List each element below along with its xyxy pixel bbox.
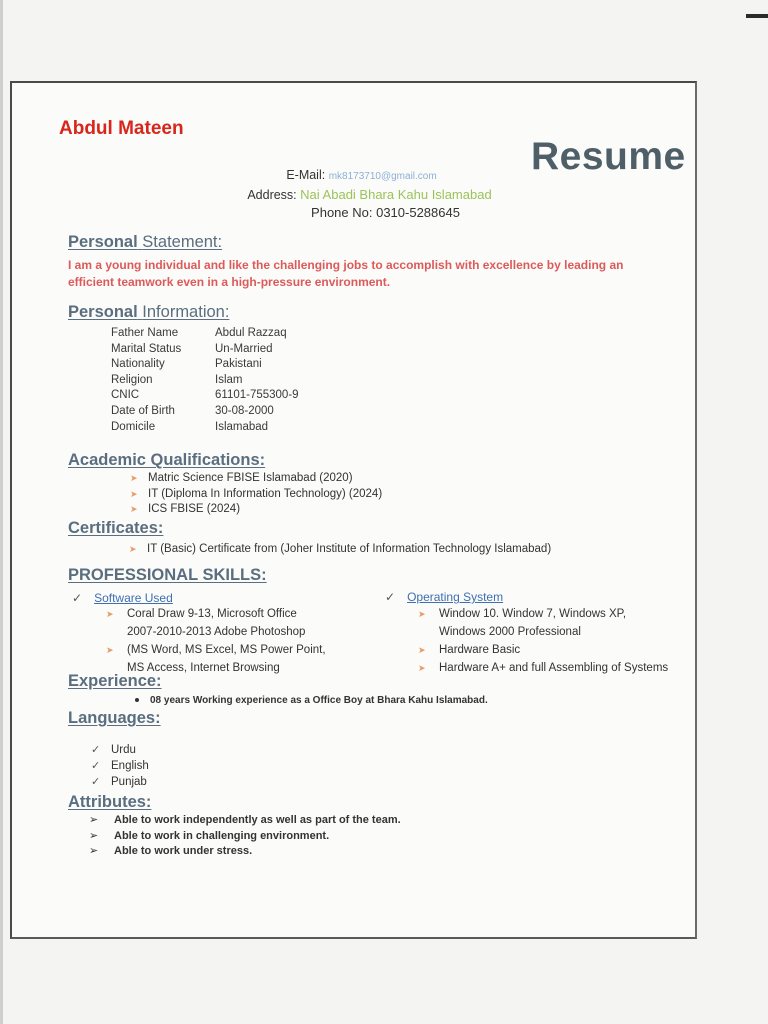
personal-information-heading xyxy=(68,303,229,322)
skill-item-continued: 2007-2010-2013 Adobe Photoshop xyxy=(127,626,306,638)
certificate-item-text: IT (Basic) Certificate from (Joher Institute of Information Technology Islamabad) xyxy=(147,543,552,555)
language-item-text: Urdu xyxy=(111,744,136,756)
os-list xyxy=(416,605,668,677)
info-row xyxy=(111,342,299,358)
info-label: Religion xyxy=(111,373,153,386)
checkmark-icon: ✓ xyxy=(91,776,101,788)
attribute-item-text: Able to work under stress. xyxy=(114,845,253,857)
checkmark-icon: ✓ xyxy=(72,591,83,605)
experience-item xyxy=(135,695,488,706)
academic-item xyxy=(124,471,382,487)
arrow-bullet-icon: ➤ xyxy=(106,609,114,619)
personal-statement-heading xyxy=(68,233,222,252)
contact-phone: Phone No: 0310-5288645 xyxy=(311,205,460,220)
operating-system-label: Operating System xyxy=(407,590,504,604)
skill-item-text: Coral Draw 9-13, Microsoft Office xyxy=(127,608,297,620)
personal-info-table xyxy=(111,326,299,435)
info-value: 61101-755300-9 xyxy=(215,389,299,402)
heading-part: Information: xyxy=(142,303,230,321)
academic-heading: Academic Qualifications: xyxy=(68,451,266,469)
skill-item xyxy=(416,641,668,659)
language-item xyxy=(91,774,149,790)
scan-edge xyxy=(0,0,3,1024)
checkmark-icon: ✓ xyxy=(91,744,101,756)
arrow-bullet-icon: ➤ xyxy=(418,663,426,673)
arrow-bullet-icon: ➤ xyxy=(130,488,138,499)
resume-frame xyxy=(10,81,697,939)
skills-heading: PROFESSIONAL SKILLS: xyxy=(68,566,267,584)
language-item-text: English xyxy=(111,760,149,772)
software-used-heading xyxy=(72,591,173,605)
checkmark-icon: ✓ xyxy=(91,760,101,772)
arrow-bullet-icon: ➤ xyxy=(130,473,138,483)
attribute-item-text: Able to work in challenging environment. xyxy=(114,829,330,842)
info-label: Date of Birth xyxy=(111,404,175,417)
scan-mark xyxy=(746,14,768,18)
info-value: Islamabad xyxy=(215,420,269,433)
info-value: 30-08-2000 xyxy=(215,404,274,417)
info-row xyxy=(111,388,299,404)
attribute-item xyxy=(89,813,401,829)
skill-item-text: Hardware Basic xyxy=(439,644,521,656)
info-row xyxy=(111,420,299,436)
address-label: Address: xyxy=(247,188,297,202)
arrow-bullet-icon: ➤ xyxy=(130,504,138,514)
arrow-bullet-icon: ➢ xyxy=(89,845,99,857)
arrow-bullet-icon: ➤ xyxy=(106,645,114,655)
bullet-icon xyxy=(135,698,139,702)
contact-email xyxy=(12,168,703,182)
heading-part: Personal xyxy=(68,303,138,321)
candidate-name: Abdul Mateen xyxy=(59,118,184,139)
skill-item xyxy=(416,605,668,623)
experience-text: 08 years Working experience as a Office Boy at Bhara Kahu Islamabad. xyxy=(150,695,488,706)
info-row xyxy=(111,373,299,389)
email-label: E-Mail: xyxy=(286,168,326,182)
language-item xyxy=(91,758,149,774)
info-value: Un-Married xyxy=(215,342,273,355)
info-label: CNIC xyxy=(111,389,140,402)
certificate-item xyxy=(122,542,551,557)
attribute-item xyxy=(89,829,401,845)
attributes-heading: Attributes: xyxy=(68,793,152,811)
skill-item xyxy=(104,641,326,659)
academic-item-text: Matric Science FBISE Islamabad (2020) xyxy=(148,472,353,484)
heading-part: Personal xyxy=(68,233,138,251)
info-label: Nationality xyxy=(111,358,165,371)
arrow-bullet-icon: ➢ xyxy=(89,814,99,826)
operating-system-heading xyxy=(385,590,503,604)
skill-item-text: (MS Word, MS Excel, MS Power Point, xyxy=(127,644,326,656)
certificates-heading: Certificates: xyxy=(68,519,164,537)
academic-list xyxy=(124,471,382,518)
skill-item-continued: Windows 2000 Professional xyxy=(439,626,581,638)
skill-item-text: Window 10. Window 7, Windows XP, xyxy=(439,608,627,620)
languages-list xyxy=(91,742,149,790)
software-used-label: Software Used xyxy=(94,591,173,605)
resume-title: Resume xyxy=(531,135,686,178)
info-value: Pakistani xyxy=(215,358,262,371)
skill-item-continued: MS Access, Internet Browsing xyxy=(127,662,280,674)
certificates-list xyxy=(122,542,551,557)
language-item-text: Punjab xyxy=(111,776,147,788)
info-value: Abdul Razzaq xyxy=(215,327,287,339)
experience-heading: Experience: xyxy=(68,672,162,690)
attribute-item-text: Able to work independently as well as part of the team. xyxy=(114,814,401,826)
languages-heading: Languages: xyxy=(68,709,161,727)
academic-item-text: ICS FBISE (2024) xyxy=(148,503,241,515)
info-value: Islam xyxy=(215,373,243,386)
language-item xyxy=(91,742,149,758)
academic-item-text: IT (Diploma In Information Technology) (2024) xyxy=(148,487,383,500)
attribute-item xyxy=(89,844,401,860)
address-value: Nai Abadi Bhara Kahu Islamabad xyxy=(300,187,492,202)
skill-item xyxy=(104,605,326,623)
info-label: Father Name xyxy=(111,327,179,339)
arrow-bullet-icon: ➤ xyxy=(129,544,137,554)
contact-address xyxy=(12,187,711,202)
academic-item xyxy=(124,487,382,503)
info-row xyxy=(111,404,299,420)
skill-item-text: Hardware A+ and full Assembling of Systems xyxy=(439,662,669,674)
info-row xyxy=(111,326,299,342)
attributes-list xyxy=(89,813,401,860)
software-list xyxy=(104,605,326,677)
academic-item xyxy=(124,502,382,518)
arrow-bullet-icon: ➢ xyxy=(89,829,99,842)
skill-item xyxy=(416,659,668,677)
heading-part: Statement: xyxy=(142,233,223,251)
personal-statement-text: I am a young individual and like the challenging jobs to accomplish with excellence by leading an efficient teamwork even in a high-pressure environment. xyxy=(68,258,624,289)
arrow-bullet-icon: ➤ xyxy=(418,609,426,619)
info-row xyxy=(111,357,299,373)
info-label: Domicile xyxy=(111,420,156,433)
info-label: Marital Status xyxy=(111,342,182,355)
checkmark-icon: ✓ xyxy=(385,590,396,604)
email-value: mk8173710@gmail.com xyxy=(328,171,437,182)
arrow-bullet-icon: ➤ xyxy=(418,645,426,655)
